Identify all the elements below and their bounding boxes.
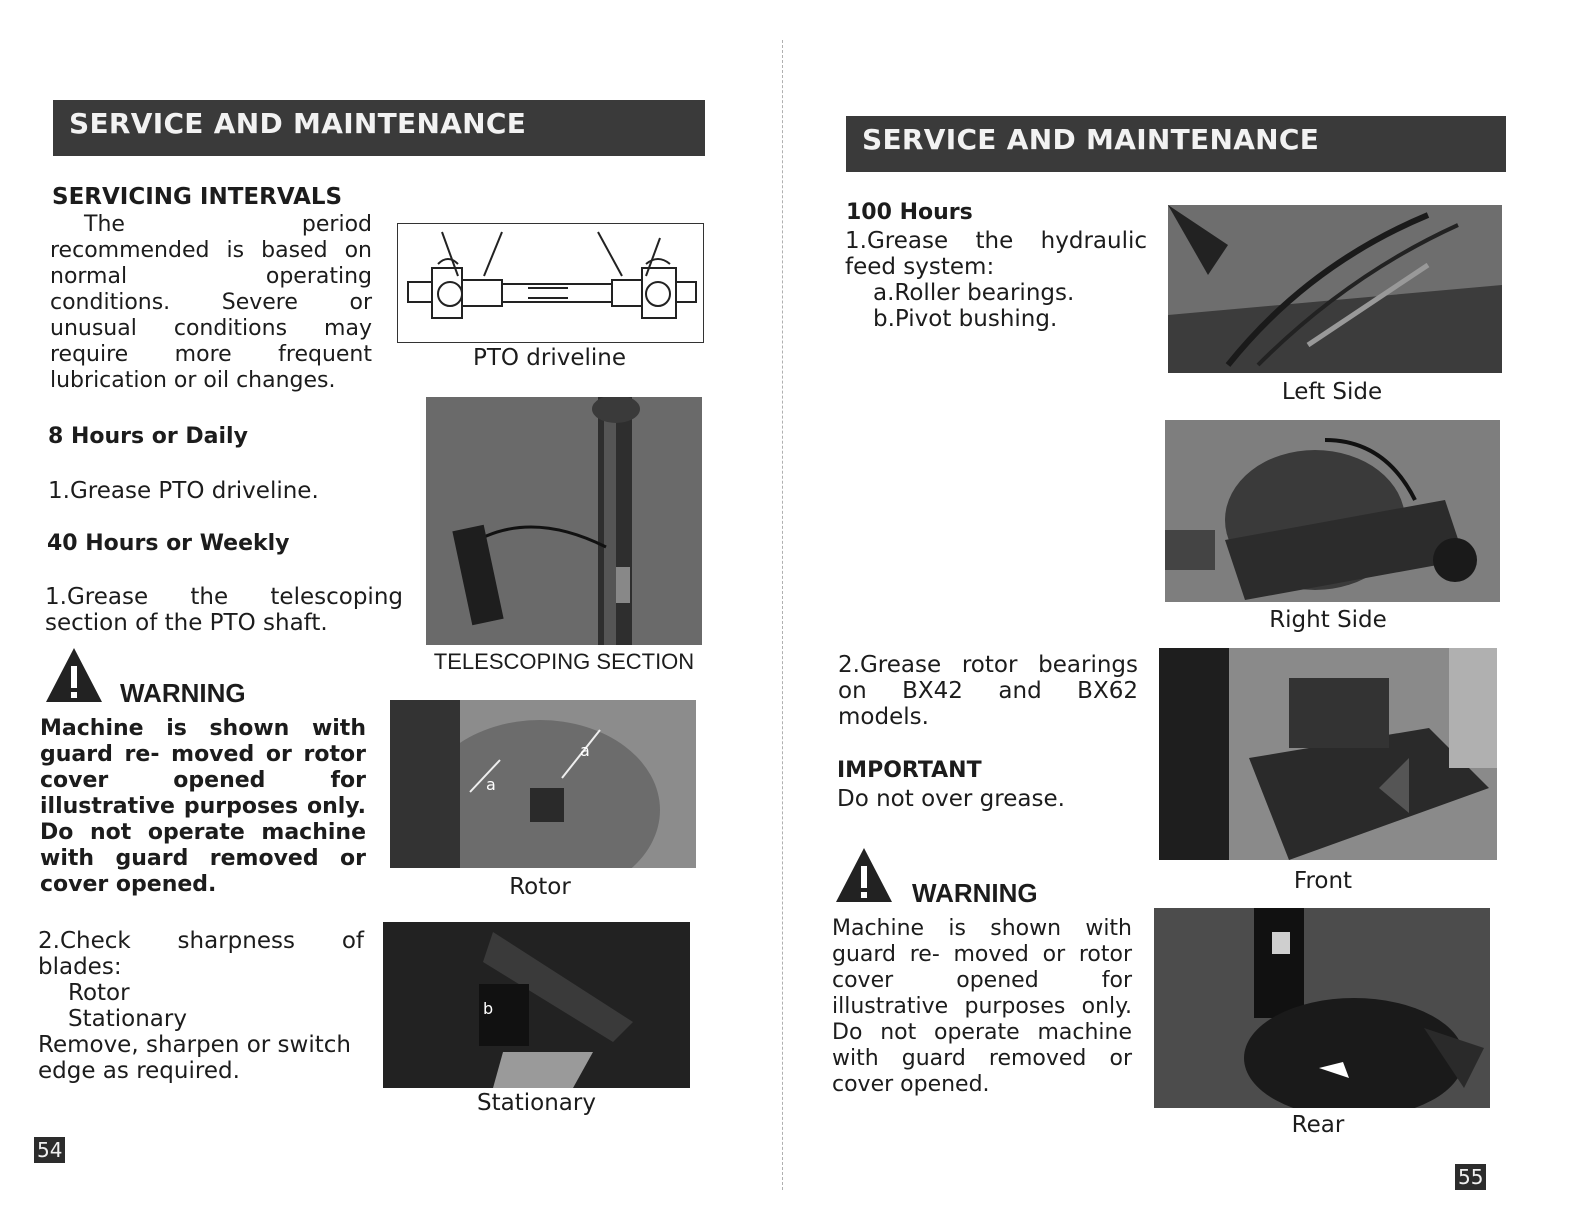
daily-heading: 8 Hours or Daily: [48, 424, 248, 449]
left-side-photo: [1168, 205, 1502, 373]
rotor-caption: Rotor: [509, 874, 571, 900]
weekly-heading: 40 Hours or Weekly: [47, 531, 290, 556]
right-banner: SERVICE AND MAINTENANCE: [846, 116, 1506, 172]
daily-item: 1.Grease PTO driveline.: [48, 478, 319, 504]
left-page-number: 54: [34, 1137, 65, 1163]
rotor-label-a-upper: a: [580, 741, 590, 760]
right-page-number: 55: [1455, 1164, 1486, 1190]
rear-photo: [1154, 908, 1490, 1108]
rotor-bearings-item: 2.Grease rotor bearings on BX42 and BX62 models.: [838, 652, 1138, 730]
servicing-intervals-heading: SERVICING INTERVALS: [52, 184, 343, 210]
telescoping-caption: TELESCOPING SECTION: [433, 649, 695, 674]
right-side-caption: Right Side: [1269, 607, 1387, 633]
warning-title-right: WARNING: [912, 878, 1038, 908]
100-hours-heading: 100 Hours: [846, 200, 973, 225]
warning-icon-right: [834, 846, 894, 904]
warning-title: WARNING: [120, 678, 246, 708]
front-photo: [1159, 648, 1497, 860]
hydraulic-item: 1.Grease the hydraulic feed system: a.Roller bearings. b.Pivot bushing.: [845, 228, 1147, 332]
stationary-label-b: b: [483, 999, 494, 1018]
page-fold-line: [782, 40, 784, 1190]
stationary-caption: Stationary: [477, 1090, 596, 1116]
important-text: Do not over grease.: [837, 786, 1065, 812]
important-heading: IMPORTANT: [837, 758, 982, 783]
pto-driveline-diagram: [397, 223, 704, 343]
warning-icon: [44, 646, 104, 704]
telescoping-section-photo: [426, 397, 702, 645]
front-caption: Front: [1293, 868, 1353, 894]
rotor-label-a-lower: a: [486, 775, 496, 794]
rear-caption: Rear: [1291, 1112, 1345, 1138]
pto-driveline-caption: PTO driveline: [472, 345, 627, 371]
intervals-paragraph: The period recommended is based on normal operating conditions. Severe or unusual conditions may require more frequent lubrication or oil changes.: [50, 212, 372, 393]
warning-text: Machine is shown with guard re- moved or rotor cover opened for illustrative purposes only. Do not operate machine with guard removed or cover opened.: [40, 716, 366, 897]
check-sharpness: 2.Check sharpness of blades: Rotor Stationary Remove, sharpen or switch edge as required.: [38, 928, 364, 1084]
left-banner: SERVICE AND MAINTENANCE: [53, 100, 705, 156]
stationary-photo: [383, 922, 690, 1088]
warning-text-right: Machine is shown with guard re- moved or rotor cover opened for illustrative purposes only. Do not operate machine with guard removed or cover opened.: [832, 916, 1132, 1097]
rotor-photo: [390, 700, 696, 868]
left-side-caption: Left Side: [1281, 379, 1383, 405]
pto-driveline-drawing: [398, 224, 703, 342]
weekly-item: 1.Grease the telescoping section of the PTO shaft.: [45, 584, 403, 636]
right-side-photo: [1165, 420, 1500, 602]
